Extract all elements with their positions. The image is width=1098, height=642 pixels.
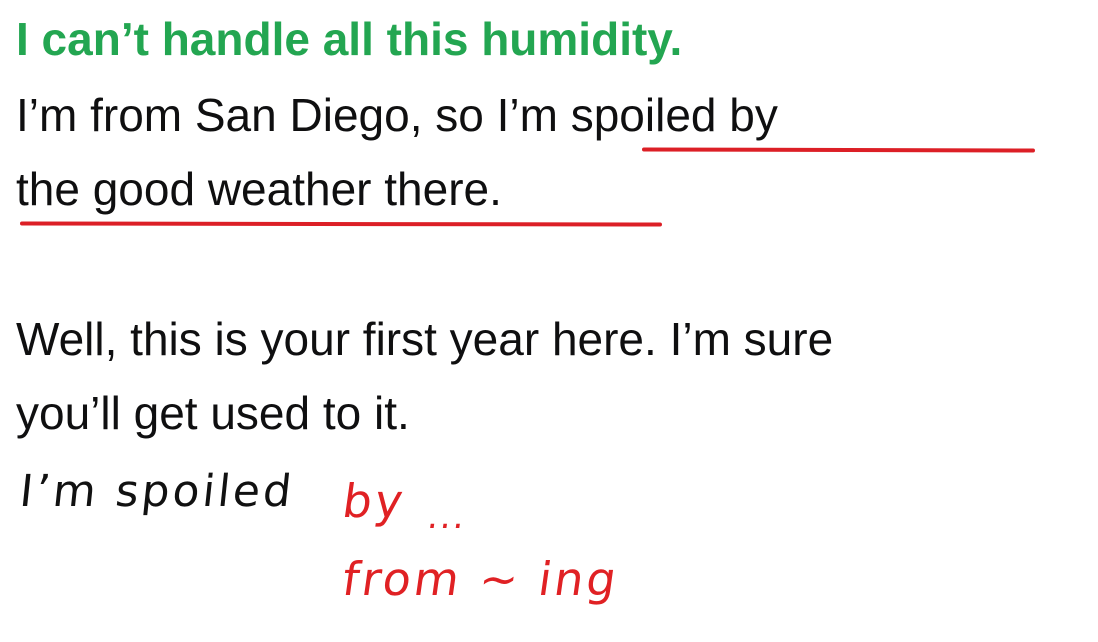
sentence-line-4: Well, this is your first year here. I’m sure: [16, 313, 834, 365]
sentence-line-3: the good weather there.: [16, 163, 502, 215]
handwritten-from-ing: from ~ ing: [339, 552, 623, 606]
sentence-line-5: you’ll get used to it.: [16, 387, 410, 439]
handwritten-im-spoiled: I’m spoiled: [17, 466, 297, 517]
red-underline-1: [642, 147, 1035, 152]
handwritten-by: by: [339, 474, 410, 528]
sentence-line-1: I can’t handle all this humidity.: [16, 13, 683, 65]
handwritten-ellipsis: ...: [425, 497, 470, 537]
sentence-line-2: I’m from San Diego, so I’m spoiled by: [16, 89, 778, 141]
red-underline-2: [20, 221, 662, 226]
